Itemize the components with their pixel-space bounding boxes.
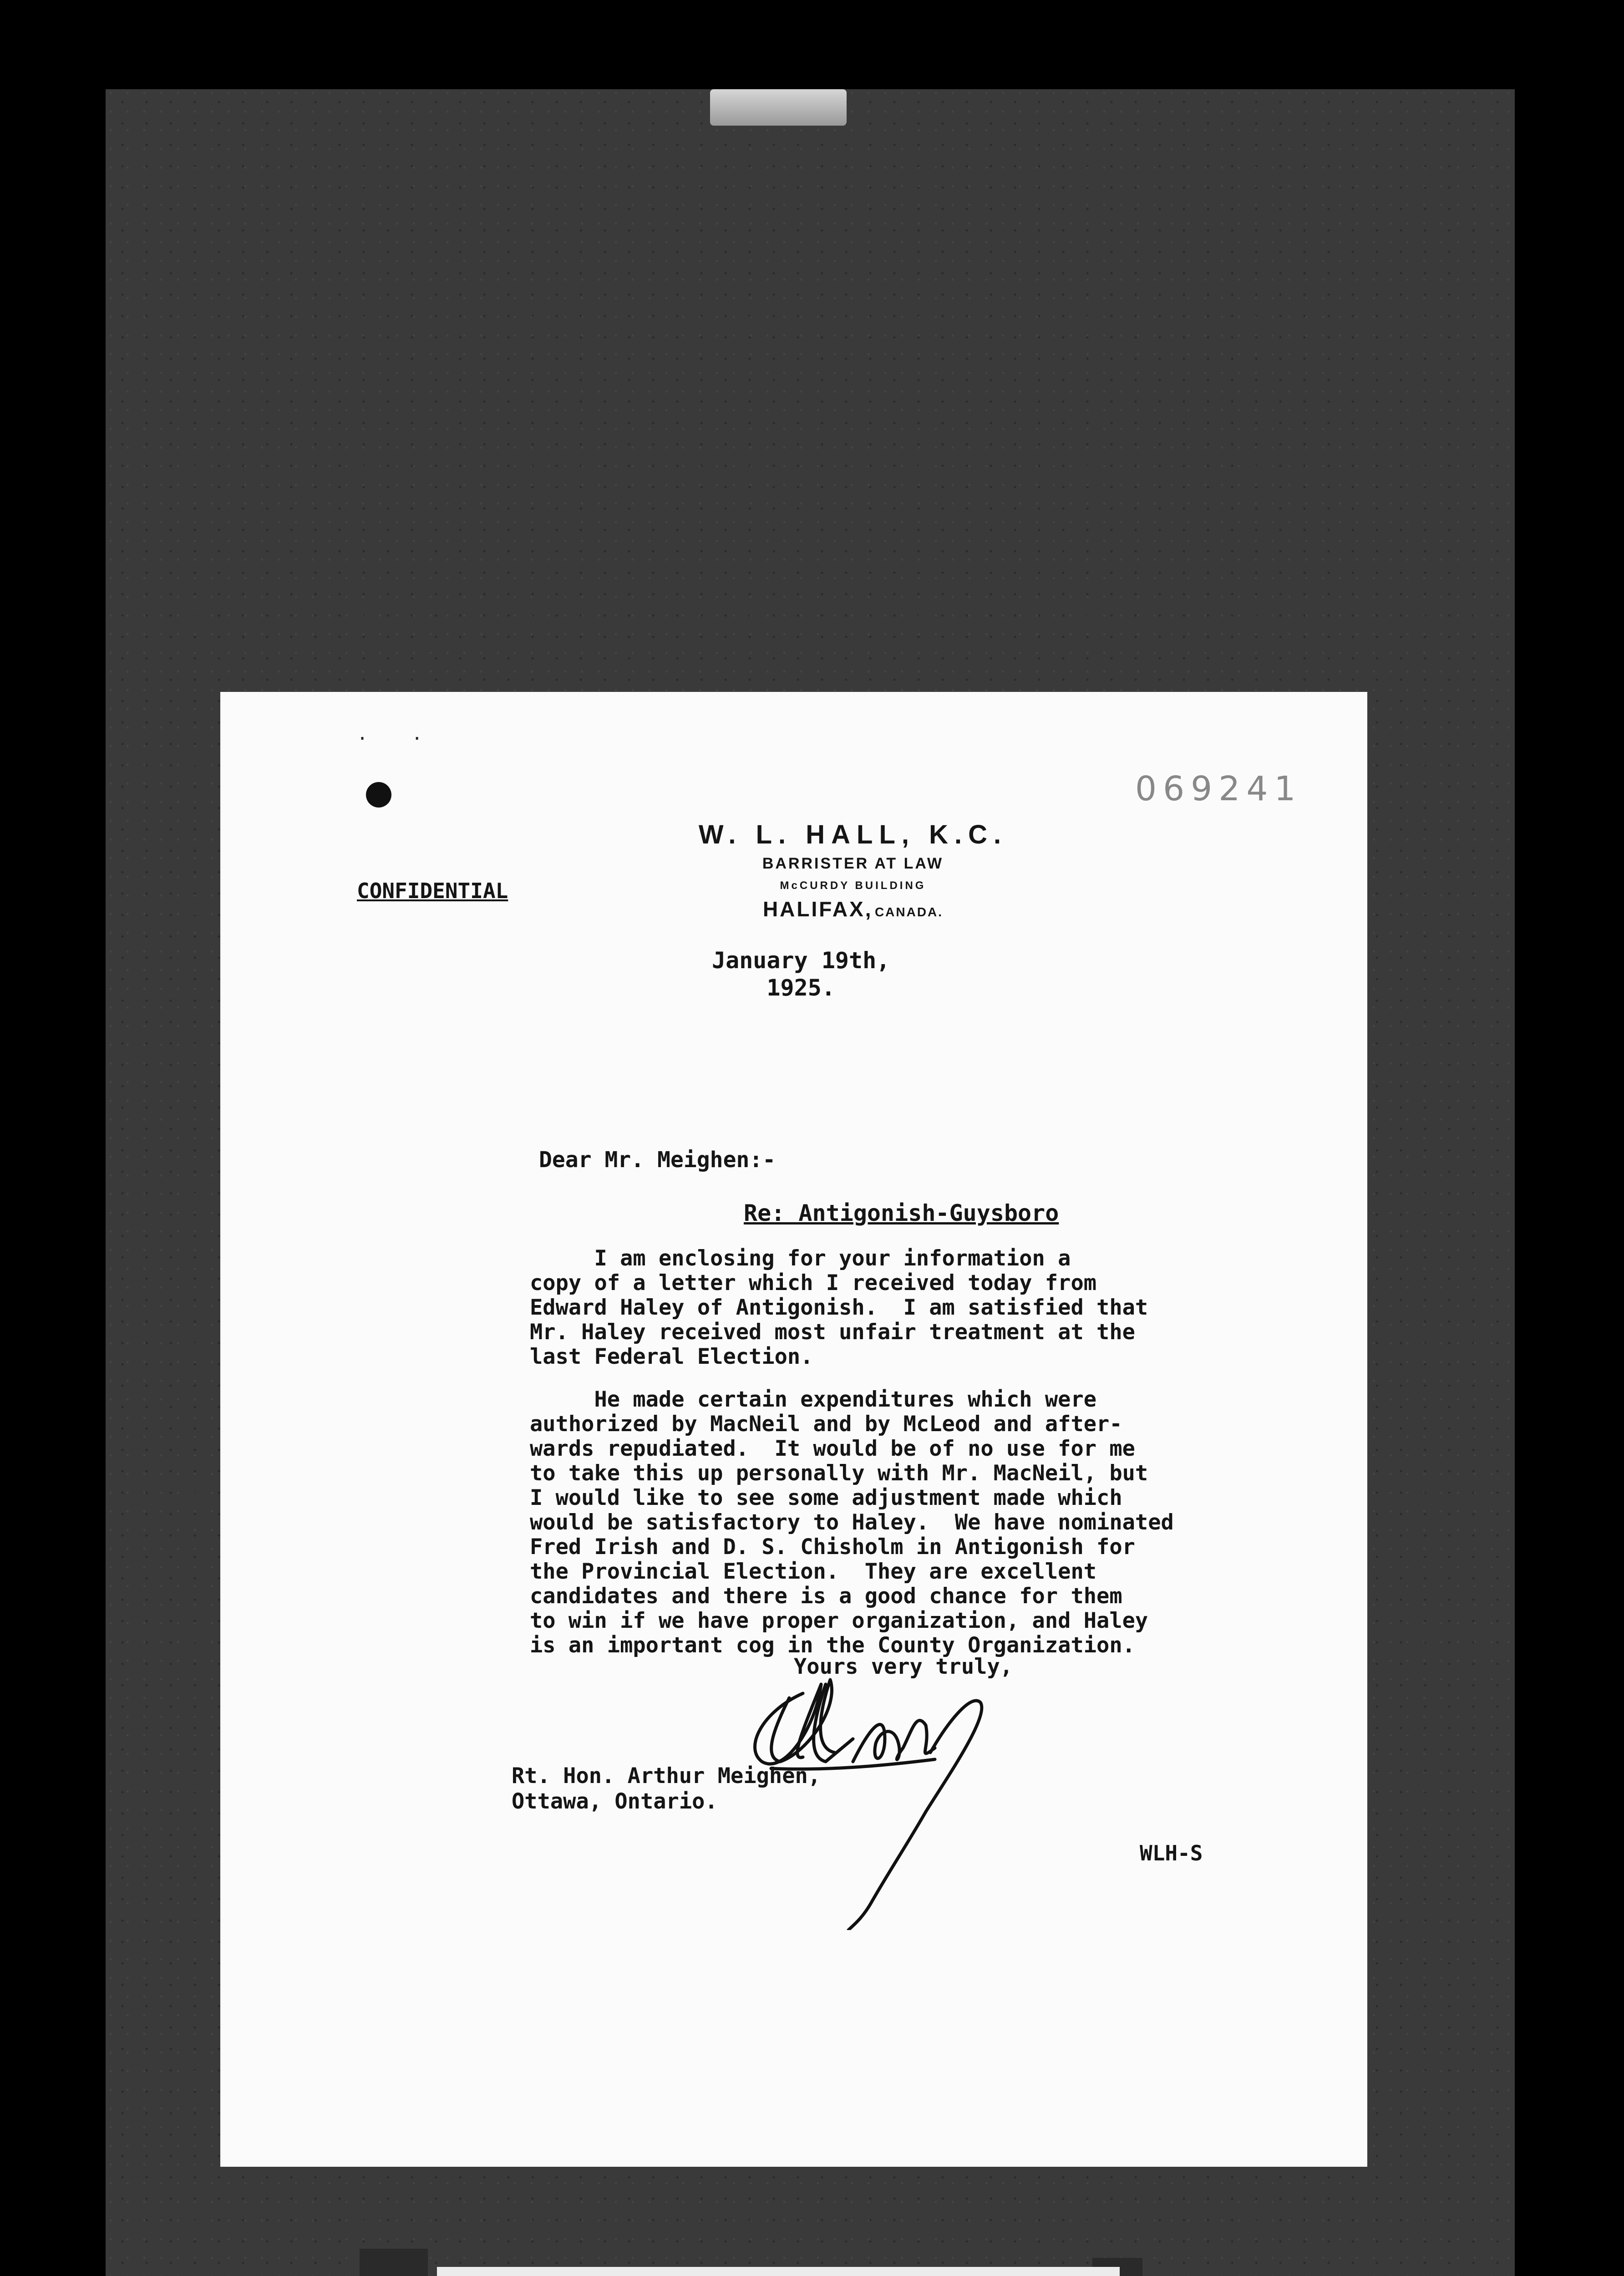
letter-date: [712, 947, 890, 1001]
letterhead-title: BARRISTER AT LAW: [762, 855, 944, 872]
letterhead-address: [666, 897, 1040, 921]
letter-page: [220, 692, 1367, 2167]
addressee-line-2: Ottawa, Ontario.: [512, 1789, 718, 1814]
letterhead-country: CANADA.: [874, 905, 944, 919]
subject-line: Re: Antigonish-Guysboro: [744, 1200, 1059, 1226]
mounting-tape: [710, 89, 847, 126]
body-paragraph-1: I am enclosing for your information a copy of a letter which I received today from Edward Haley of Antigonish. I am satisfied that Mr. Haley received most unfair treatment at the last Federal Election.: [530, 1246, 1148, 1369]
closing: Yours very truly,: [794, 1654, 1013, 1679]
typist-initials: WLH-S: [1140, 1841, 1203, 1865]
body-paragraph-2: He made certain expenditures which were authorized by MacNeil and by McLeod and after- wards repudiated. It would be of no use for me to take this up personally with Mr. MacNeil, but I would like to see some adjustment made which would be satisfactory to Haley. We have nominated Fred Irish and D. S. Chisholm in Antigonish for the Provincial Election. They are excellent candidates and there is a good chance for them to win if we have proper organization, and Haley is an important cog in the County Organization.: [530, 1387, 1174, 1658]
archive-reference-label: [437, 2267, 1120, 2276]
punch-hole: [366, 782, 391, 808]
addressee: [512, 1763, 821, 1814]
mounting-tab: [360, 2249, 428, 2276]
confidential-label: CONFIDENTIAL: [357, 879, 508, 903]
date-line-2: 1925.: [766, 975, 835, 1001]
addressee-line-1: Rt. Hon. Arthur Meighen,: [512, 1763, 821, 1788]
letterhead-city: HALIFAX,: [762, 897, 873, 921]
date-line-1: January 19th,: [712, 947, 890, 974]
document-number: 069241: [1135, 769, 1302, 808]
paper-specks: · ·: [357, 728, 439, 749]
letterhead-name: W. L. HALL, K.C.: [698, 820, 1008, 849]
salutation: Dear Mr. Meighen:-: [539, 1147, 776, 1173]
letterhead-building: McCURDY BUILDING: [780, 879, 926, 892]
